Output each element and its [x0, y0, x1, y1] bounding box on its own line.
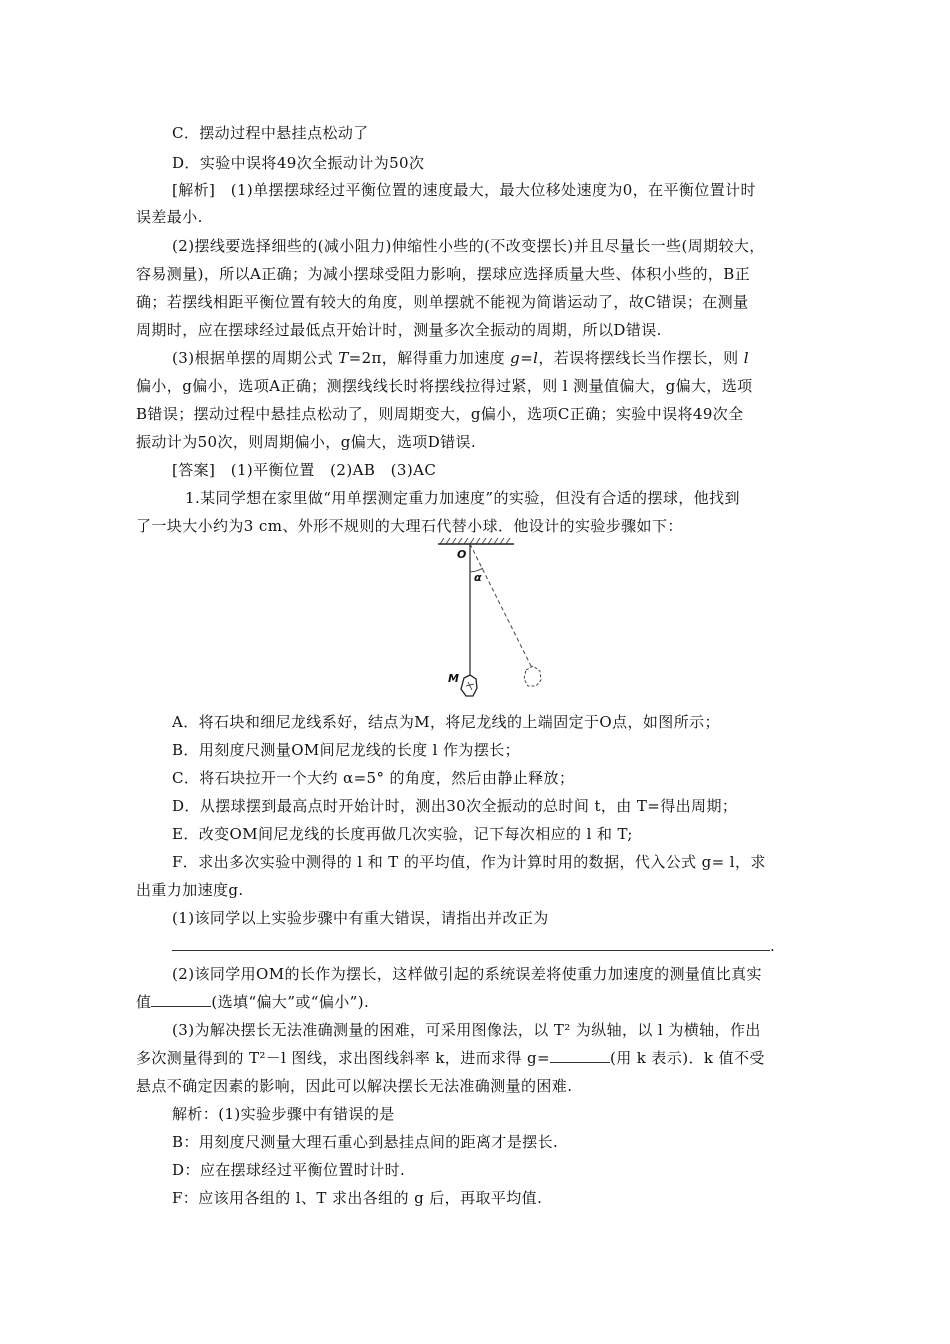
analysis-2-f: F：应该用各组的 l、T 求出各组的 g 后，再取平均值. [172, 1189, 543, 1207]
analysis-line-7-part-e: = [520, 349, 534, 367]
question-1-period: . [770, 937, 776, 955]
question-3-suffix: (用 k 表示)．k 值不受 [609, 1049, 765, 1067]
analysis-2-head: 解析：(1)实验步骤中有错误的是 [172, 1105, 395, 1123]
question-1-answer-line [172, 936, 872, 956]
label-o: O [457, 548, 467, 561]
question-2-prefix: 值 [136, 993, 152, 1011]
ceiling-hatching [440, 538, 510, 544]
question-2-line-1: (2)该同学用OM的长作为摆长，这样做引起的系统误差将使重力加速度的测量值比真实 [172, 965, 762, 983]
analysis-line-1: [解析] (1)单摆摆球经过平衡位置的速度最大，最大位移处速度为0，在平衡位置计时 [172, 181, 756, 199]
analysis-line-3: (2)摆线要选择细些的(减小阻力)伸缩性小些的(不改变摆长)并且尽量长一些(周期较大， [172, 237, 765, 255]
question-1: (1)该同学以上实验步骤中有重大错误，请指出并改正为 [172, 909, 549, 927]
question-3-line-1: (3)为解决摆长无法准确测量的困难，可采用图像法，以 T² 为纵轴，以 l 为横轴，作出 [172, 1021, 761, 1039]
question-3-line-2 [136, 1048, 836, 1068]
symbol-l-2: l [743, 349, 749, 367]
step-e: E．改变OM间尼龙线的长度再做几次实验，记下每次相应的 l 和 T; [172, 825, 633, 843]
analysis-line-4: 容易测量)，所以A正确；为减小摆球受阻力影响，摆球应选择质量大些、体积小些的，B正 [136, 265, 751, 283]
symbol-t: T [338, 349, 349, 367]
problem-intro-1: 1.某同学想在家里做“用单摆测定重力加速度”的实验，但没有合适的摆球，他找到 [185, 489, 740, 507]
step-d: D．从摆球摆到最高点时开始计时，测出30次全振动的总时间 t，由 T=得出周期； [172, 797, 738, 815]
question-3-blank[interactable] [550, 1050, 610, 1063]
question-2-blank[interactable] [151, 994, 211, 1007]
option-d: D．实验中误将49次全振动计为50次 [172, 154, 425, 172]
step-f-line-2: 出重力加速度g. [136, 881, 244, 899]
step-f-line-1: F．求出多次实验中测得的 l 和 T 的平均值，作为计算时用的数据，代入公式 g= l，求 [172, 853, 766, 871]
label-alpha: α [474, 571, 482, 584]
symbol-g: g [510, 349, 521, 367]
pendulum-figure [430, 536, 560, 706]
question-2-line-2 [136, 992, 836, 1012]
option-c: C．摆动过程中悬挂点松动了 [172, 124, 369, 142]
analysis-line-10: 振动计为50次，则周期偏小，g偏大，选项D错误. [136, 433, 477, 451]
analysis-2-b: B：用刻度尺测量大理石重心到悬挂点间的距离才是摆长. [172, 1133, 559, 1151]
step-a: A．将石块和细尼龙线系好，结点为M，将尼龙线的上端固定于O点，如图所示； [172, 713, 720, 731]
displaced-stone [524, 666, 541, 686]
question-3-line-3: 悬点不确定因素的影响，因此可以解决摆长无法准确测量的困难. [136, 1077, 573, 1095]
analysis-line-6: 周期时，应在摆球经过最低点开始计时，测量多次全振动的周期，所以D错误. [136, 321, 662, 339]
analysis-line-5: 确；若摆线相距平衡位置有较大的角度，则单摆就不能视为简谐运动了，故C错误；在测量 [136, 293, 749, 311]
question-3-prefix: 多次测量得到的 T²－l 图线，求出图线斜率 k，进而求得 g= [136, 1049, 550, 1067]
step-c: C．将石块拉开一个大约 α=5° 的角度，然后由静止释放； [172, 769, 575, 787]
analysis-line-2: 误差最小. [136, 208, 203, 226]
question-2-suffix: (选填“偏大”或“偏小”). [211, 993, 370, 1011]
analysis-2-d: D：应在摆球经过平衡位置时计时. [172, 1161, 406, 1179]
analysis-line-7-part-a: (3)根据单摆的周期公式 [172, 349, 339, 367]
analysis-line-7-part-c: =2π，解得重力加速度 [348, 349, 511, 367]
analysis-line-7-part-g: ，若误将摆线长当作摆长，则 [538, 349, 744, 367]
analysis-line-7 [172, 348, 872, 368]
problem-intro-2: 了一块大小约为3 cm、外形不规则的大理石代替小球．他设计的实验步骤如下： [136, 517, 683, 535]
displaced-string [470, 544, 532, 668]
analysis-line-9: B错误；摆动过程中悬挂点松动了，则周期变大，g偏小，选项C正确；实验中误将49次全 [136, 405, 744, 423]
question-1-blank[interactable] [172, 938, 770, 951]
step-b: B．用刻度尺测量OM间尼龙线的长度 l 作为摆长； [172, 741, 521, 759]
analysis-line-8: 偏小，g偏小，选项A正确；测摆线线长时将摆线拉得过紧，则 l 测量值偏大，g偏大，选项 [136, 377, 753, 395]
answer-line: [答案] (1)平衡位置 (2)AB (3)AC [172, 461, 437, 479]
label-m: M [448, 672, 459, 685]
symbol-l: l [533, 349, 539, 367]
